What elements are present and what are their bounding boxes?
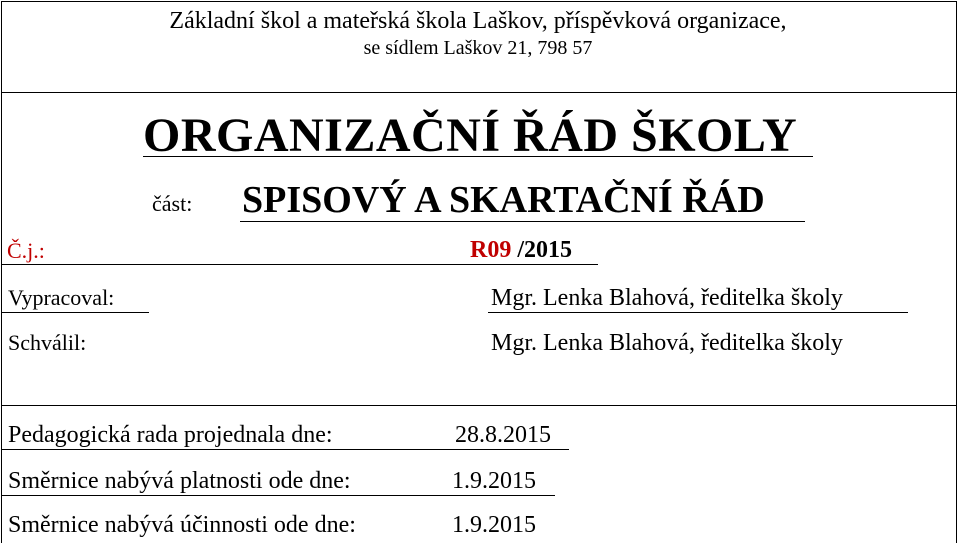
approvals-divider [1, 405, 957, 406]
council-label: Pedagogická rada projednala dne: [8, 422, 333, 448]
validity-underline [1, 495, 555, 496]
part-label: část: [152, 191, 193, 216]
validity-label: Směrnice nabývá platnosti ode dne: [8, 468, 351, 494]
header-divider [1, 92, 957, 93]
organization-name: Základní škol a mateřská škola Laškov, příspěvková organizace, [169, 8, 787, 34]
approved-label: Schválil: [8, 330, 87, 355]
council-date: 28.8.2015 [455, 422, 551, 448]
validity-date: 1.9.2015 [452, 468, 536, 494]
approved-by: Mgr. Lenka Blahová, ředitelka školy [491, 330, 843, 356]
reference-year: /2015 [511, 237, 573, 263]
organization-address: se sídlem Laškov 21, 798 57 [363, 37, 593, 59]
effect-date: 1.9.2015 [452, 512, 536, 538]
prepared-by: Mgr. Lenka Blahová, ředitelka školy [491, 285, 843, 311]
reference-number [470, 238, 572, 262]
document-title: ORGANIZAČNÍ ŘÁD ŠKOLY [143, 109, 798, 162]
document-frame [1, 1, 957, 543]
reference-underline [1, 264, 598, 265]
part-title: SPISOVÝ A SKARTAČNÍ ŘÁD [242, 179, 765, 221]
reference-label: Č.j.: [7, 238, 45, 263]
prepared-label: Vypracoval: [8, 285, 115, 310]
prepared-value-underline [488, 312, 908, 313]
effect-label: Směrnice nabývá účinnosti ode dne: [8, 512, 356, 538]
prepared-label-underline [1, 312, 149, 313]
part-underline [240, 221, 805, 222]
reference-code: R09 [470, 237, 512, 263]
council-underline [1, 449, 569, 450]
